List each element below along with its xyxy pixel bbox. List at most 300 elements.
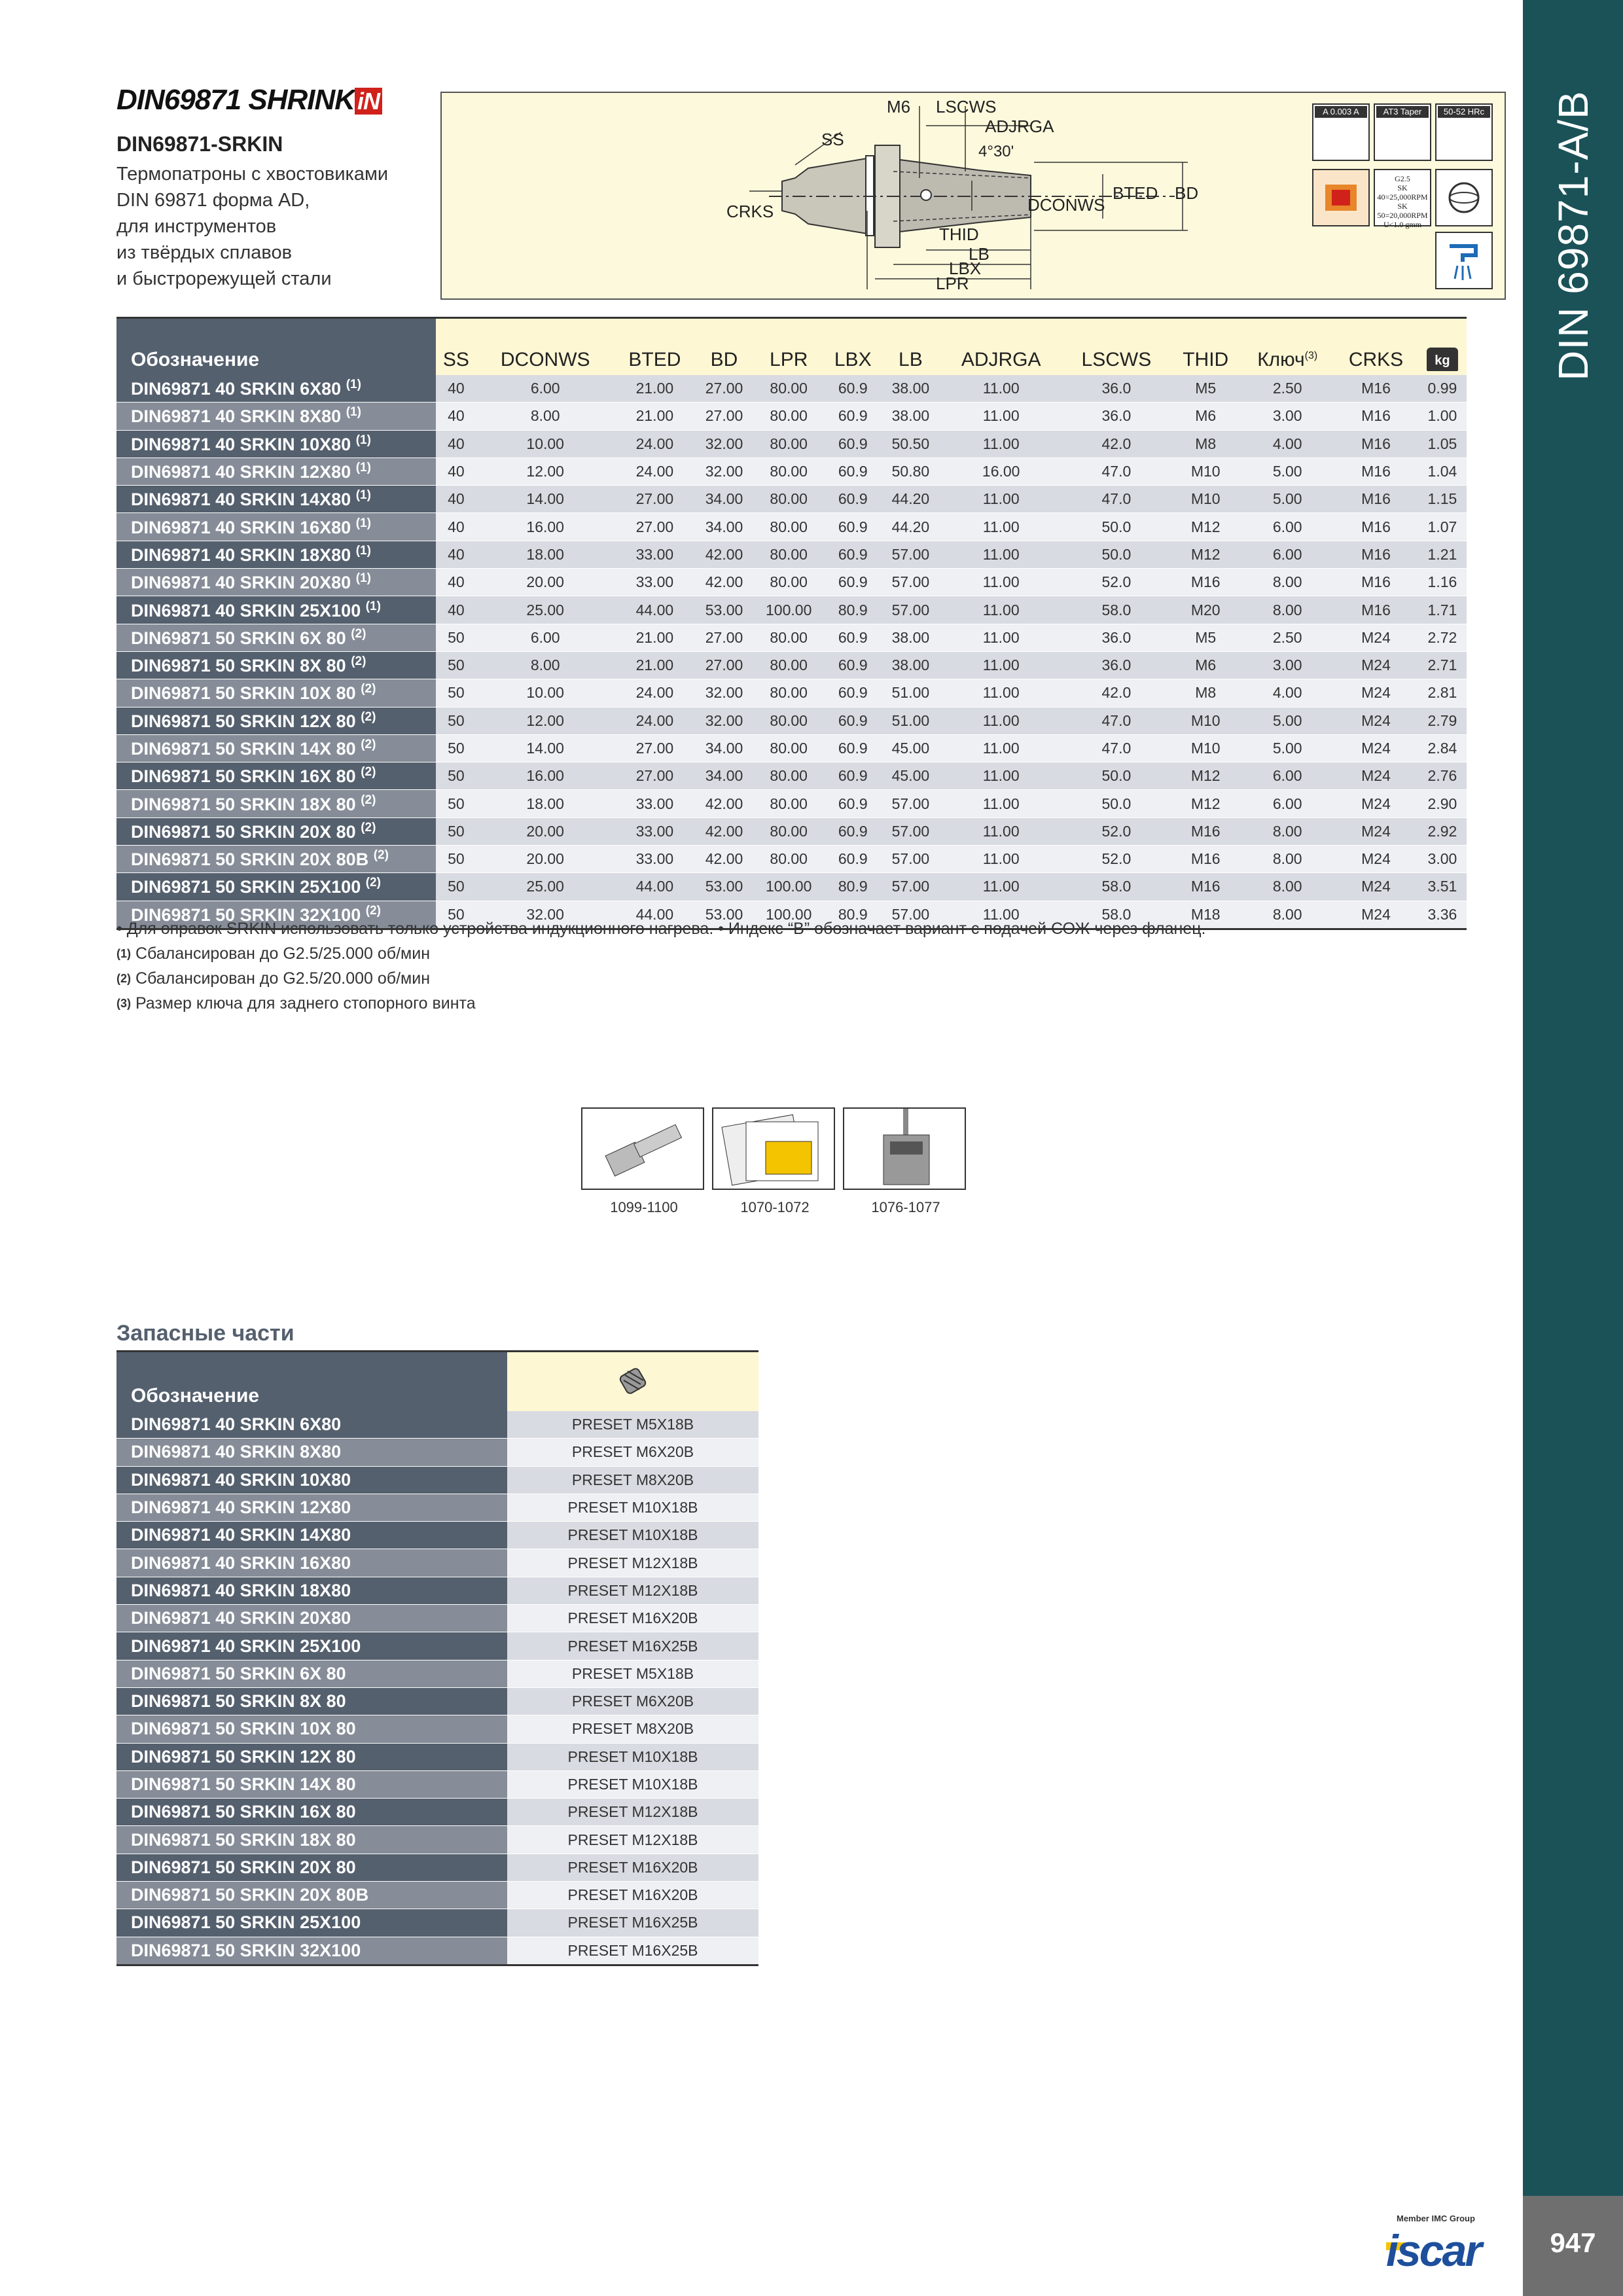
value-cell: M16 <box>1334 596 1418 624</box>
value-cell: 33.00 <box>615 790 695 817</box>
shrink-machine-icon <box>844 1109 965 1189</box>
spare-header-row <box>116 1352 758 1412</box>
value-cell: 12.00 <box>476 457 615 485</box>
table-row <box>116 596 1467 624</box>
value-cell: 27.00 <box>695 403 753 430</box>
value-cell: 60.9 <box>824 513 882 541</box>
value-cell: 6.00 <box>1241 513 1334 541</box>
spare-designation-cell: DIN69871 50 SRKIN 14X 80 <box>116 1770 507 1798</box>
value-cell: 18.00 <box>476 541 615 568</box>
value-cell: M10 <box>1170 707 1241 734</box>
value-cell: 80.00 <box>753 486 825 513</box>
value-cell: 8.00 <box>1241 901 1334 929</box>
value-cell: M16 <box>1334 430 1418 457</box>
value-cell: 42.00 <box>695 569 753 596</box>
value-cell: 11.00 <box>940 873 1063 901</box>
value-cell: 50 <box>436 651 476 679</box>
table-row <box>116 513 1467 541</box>
value-cell: 21.00 <box>615 651 695 679</box>
spare-row <box>116 1854 758 1881</box>
value-cell: M16 <box>1334 403 1418 430</box>
value-cell: 16.00 <box>940 457 1063 485</box>
value-cell: 40 <box>436 430 476 457</box>
value-cell: 57.00 <box>882 901 940 929</box>
value-cell: 60.9 <box>824 430 882 457</box>
value-cell: 11.00 <box>940 790 1063 817</box>
value-cell: 50 <box>436 624 476 651</box>
col-header-bd: BD <box>695 318 753 376</box>
value-cell: 18.00 <box>476 790 615 817</box>
value-cell: M16 <box>1334 569 1418 596</box>
value-cell: 34.00 <box>695 486 753 513</box>
value-cell: 11.00 <box>940 375 1063 403</box>
table-row <box>116 679 1467 707</box>
value-cell: 47.0 <box>1063 457 1171 485</box>
designation-cell: DIN69871 50 SRKIN 8X 80 $^{(2)}$ <box>116 651 436 679</box>
pull-stud-icon <box>582 1109 703 1189</box>
value-cell: 8.00 <box>1241 846 1334 873</box>
col-header-crks: CRKS <box>1334 318 1418 376</box>
designation-cell: DIN69871 50 SRKIN 18X 80 $^{(2)}$ <box>116 790 436 817</box>
value-cell: 11.00 <box>940 596 1063 624</box>
value-cell: 50.0 <box>1063 541 1171 568</box>
spare-designation-cell: DIN69871 40 SRKIN 10X80 <box>116 1466 507 1494</box>
value-cell: 60.9 <box>824 846 882 873</box>
spare-part-cell: PRESET M16X25B <box>507 1632 758 1660</box>
table-row <box>116 569 1467 596</box>
value-cell: M12 <box>1170 541 1241 568</box>
note-2: $^{(2)}$ Сбалансирован до G2.5/20.000 об/мин <box>116 969 431 988</box>
value-cell: 38.00 <box>882 375 940 403</box>
table-row <box>116 846 1467 873</box>
spare-row <box>116 1826 758 1854</box>
table-row <box>116 707 1467 734</box>
value-cell: M20 <box>1170 596 1241 624</box>
value-cell: 80.00 <box>753 679 825 707</box>
value-cell: M16 <box>1334 375 1418 403</box>
spare-part-cell: PRESET M10X18B <box>507 1743 758 1770</box>
value-cell: M5 <box>1170 624 1241 651</box>
table-row <box>116 651 1467 679</box>
spare-designation-cell: DIN69871 50 SRKIN 18X 80 <box>116 1826 507 1854</box>
logo-wordmark: iscar <box>1386 2226 1480 2276</box>
value-cell: 14.00 <box>476 734 615 762</box>
value-cell: 2.76 <box>1418 762 1467 790</box>
value-cell: 11.00 <box>940 679 1063 707</box>
spare-part-cell: PRESET M12X18B <box>507 1577 758 1604</box>
value-cell: 57.00 <box>882 569 940 596</box>
value-cell: 80.00 <box>753 790 825 817</box>
spare-row <box>116 1494 758 1521</box>
brand-highlight: iN <box>355 88 382 115</box>
col-header-weight <box>1418 318 1467 376</box>
spare-parts-table <box>116 1350 758 1966</box>
value-cell: 100.00 <box>753 873 825 901</box>
table-row <box>116 762 1467 790</box>
value-cell: 27.00 <box>695 624 753 651</box>
designation-cell: DIN69871 40 SRKIN 18X80 $^{(1)}$ <box>116 541 436 568</box>
value-cell: 6.00 <box>1241 790 1334 817</box>
table-row <box>116 403 1467 430</box>
value-cell: 50 <box>436 846 476 873</box>
ref-pull-stud[interactable] <box>581 1107 704 1215</box>
designation-cell: DIN69871 50 SRKIN 12X 80 $^{(2)}$ <box>116 707 436 734</box>
spare-row <box>116 1687 758 1715</box>
value-cell: 0.99 <box>1418 375 1467 403</box>
value-cell: M10 <box>1170 734 1241 762</box>
value-cell: 1.15 <box>1418 486 1467 513</box>
value-cell: 52.0 <box>1063 817 1171 845</box>
value-cell: 20.00 <box>476 817 615 845</box>
designation-cell: DIN69871 50 SRKIN 10X 80 $^{(2)}$ <box>116 679 436 707</box>
value-cell: 33.00 <box>615 817 695 845</box>
spare-row <box>116 1882 758 1909</box>
spare-part-cell: PRESET M6X20B <box>507 1687 758 1715</box>
col-header-dconws: DCONWS <box>476 318 615 376</box>
value-cell: 2.84 <box>1418 734 1467 762</box>
family-description: Термопатроны с хвостовиками DIN 69871 форма AD, для инструментов из твёрдых сплавов и быстрорежущей стали <box>116 164 389 289</box>
value-cell: 53.00 <box>695 901 753 929</box>
value-cell: 27.00 <box>615 486 695 513</box>
value-cell: 51.00 <box>882 679 940 707</box>
spare-designation-cell: DIN69871 40 SRKIN 8X80 <box>116 1439 507 1466</box>
value-cell: 5.00 <box>1241 707 1334 734</box>
value-cell: 25.00 <box>476 873 615 901</box>
spare-row <box>116 1937 758 1965</box>
spare-designation-cell: DIN69871 40 SRKIN 20X80 <box>116 1605 507 1632</box>
spare-parts-title: Запасные части <box>116 1321 294 1346</box>
value-cell: 10.00 <box>476 430 615 457</box>
value-cell: 53.00 <box>695 873 753 901</box>
value-cell: 12.00 <box>476 707 615 734</box>
value-cell: 60.9 <box>824 679 882 707</box>
ref-catalog[interactable] <box>712 1107 835 1215</box>
ref-machine[interactable] <box>843 1107 966 1215</box>
value-cell: 11.00 <box>940 817 1063 845</box>
value-cell: 8.00 <box>476 651 615 679</box>
value-cell: 80.9 <box>824 901 882 929</box>
value-cell: M24 <box>1334 707 1418 734</box>
value-cell: 80.00 <box>753 457 825 485</box>
value-cell: 3.00 <box>1241 403 1334 430</box>
value-cell: 40 <box>436 541 476 568</box>
table-row <box>116 873 1467 901</box>
value-cell: 1.71 <box>1418 596 1467 624</box>
value-cell: 50 <box>436 734 476 762</box>
value-cell: M24 <box>1334 873 1418 901</box>
value-cell: 38.00 <box>882 651 940 679</box>
value-cell: 42.00 <box>695 817 753 845</box>
value-cell: 6.00 <box>476 624 615 651</box>
value-cell: 3.51 <box>1418 873 1467 901</box>
spare-row <box>116 1770 758 1798</box>
value-cell: 47.0 <box>1063 734 1171 762</box>
spare-designation-cell: DIN69871 50 SRKIN 10X 80 <box>116 1715 507 1743</box>
value-cell: 2.79 <box>1418 707 1467 734</box>
value-cell: 33.00 <box>615 569 695 596</box>
value-cell: 80.00 <box>753 651 825 679</box>
spare-part-cell: PRESET M16X25B <box>507 1909 758 1937</box>
value-cell: 57.00 <box>882 596 940 624</box>
value-cell: M8 <box>1170 679 1241 707</box>
spare-designation-cell: DIN69871 50 SRKIN 16X 80 <box>116 1799 507 1826</box>
value-cell: 80.00 <box>753 762 825 790</box>
value-cell: M10 <box>1170 486 1241 513</box>
value-cell: 34.00 <box>695 762 753 790</box>
value-cell: 51.00 <box>882 707 940 734</box>
value-cell: 40 <box>436 375 476 403</box>
catalog-pages-icon <box>713 1109 834 1189</box>
col-header-key: Ключ$^{(3)}$ <box>1241 318 1334 376</box>
value-cell: 80.00 <box>753 569 825 596</box>
spare-designation-cell: DIN69871 50 SRKIN 25X100 <box>116 1909 507 1937</box>
value-cell: M16 <box>1334 457 1418 485</box>
value-cell: M18 <box>1170 901 1241 929</box>
spare-row <box>116 1605 758 1632</box>
col-header-ss: SS <box>436 318 476 376</box>
value-cell: M16 <box>1170 873 1241 901</box>
value-cell: 33.00 <box>615 541 695 568</box>
table-row <box>116 817 1467 845</box>
runout-icon: A 0.003 A <box>1312 103 1370 161</box>
value-cell: 25.00 <box>476 596 615 624</box>
value-cell: M6 <box>1170 403 1241 430</box>
value-cell: 8.00 <box>1241 596 1334 624</box>
value-cell: 11.00 <box>940 651 1063 679</box>
spare-designation-cell: DIN69871 40 SRKIN 16X80 <box>116 1549 507 1577</box>
spare-row <box>116 1577 758 1604</box>
value-cell: 1.16 <box>1418 569 1467 596</box>
value-cell: 50.50 <box>882 430 940 457</box>
value-cell: M24 <box>1334 817 1418 845</box>
value-cell: 44.00 <box>615 873 695 901</box>
value-cell: M10 <box>1170 457 1241 485</box>
value-cell: 14.00 <box>476 486 615 513</box>
value-cell: 80.00 <box>753 707 825 734</box>
value-cell: 57.00 <box>882 790 940 817</box>
spare-row <box>116 1411 758 1439</box>
dim-bted: BTED <box>1113 183 1158 203</box>
spare-part-cell: PRESET M5X18B <box>507 1660 758 1687</box>
value-cell: 2.81 <box>1418 679 1467 707</box>
value-cell: M12 <box>1170 790 1241 817</box>
value-cell: 32.00 <box>695 430 753 457</box>
value-cell: M16 <box>1170 817 1241 845</box>
value-cell: 58.0 <box>1063 596 1171 624</box>
table-row <box>116 624 1467 651</box>
value-cell: M5 <box>1170 375 1241 403</box>
value-cell: 60.9 <box>824 569 882 596</box>
spare-part-cell: PRESET M5X18B <box>507 1411 758 1439</box>
value-cell: 50 <box>436 901 476 929</box>
spare-row <box>116 1743 758 1770</box>
value-cell: 2.72 <box>1418 624 1467 651</box>
spare-part-cell: PRESET M6X20B <box>507 1439 758 1466</box>
value-cell: 20.00 <box>476 846 615 873</box>
page-number-box <box>1523 2196 1623 2296</box>
spare-part-cell: PRESET M12X18B <box>507 1799 758 1826</box>
value-cell: 11.00 <box>940 707 1063 734</box>
spare-designation-cell: DIN69871 50 SRKIN 6X 80 <box>116 1660 507 1687</box>
value-cell: 80.00 <box>753 430 825 457</box>
spare-part-cell: PRESET M10X18B <box>507 1494 758 1521</box>
value-cell: 5.00 <box>1241 734 1334 762</box>
designation-cell: DIN69871 40 SRKIN 6X80 $^{(1)}$ <box>116 375 436 403</box>
value-cell: M12 <box>1170 513 1241 541</box>
dim-lbx: LBX <box>949 259 982 278</box>
value-cell: 60.9 <box>824 541 882 568</box>
value-cell: 42.00 <box>695 790 753 817</box>
value-cell: 60.9 <box>824 457 882 485</box>
designation-cell: DIN69871 50 SRKIN 16X 80 $^{(2)}$ <box>116 762 436 790</box>
value-cell: M8 <box>1170 430 1241 457</box>
spare-part-cell: PRESET M8X20B <box>507 1466 758 1494</box>
section-title-vertical: DIN 69871-A/B <box>1550 90 1597 381</box>
value-cell: 47.0 <box>1063 707 1171 734</box>
family-title: DIN69871-SRKIN <box>116 132 283 156</box>
table-row <box>116 541 1467 568</box>
spare-row <box>116 1632 758 1660</box>
value-cell: 60.9 <box>824 624 882 651</box>
value-cell: 100.00 <box>753 901 825 929</box>
value-cell: 5.00 <box>1241 457 1334 485</box>
value-cell: 1.04 <box>1418 457 1467 485</box>
member-label: Member IMC Group <box>1397 2214 1475 2223</box>
value-cell: 80.00 <box>753 403 825 430</box>
value-cell: 50.80 <box>882 457 940 485</box>
brand-title: DIN69871 SHRINK iN <box>116 84 382 117</box>
col-header-lscws: LSCWS <box>1063 318 1171 376</box>
value-cell: 11.00 <box>940 624 1063 651</box>
value-cell: 60.9 <box>824 734 882 762</box>
value-cell: M24 <box>1334 624 1418 651</box>
designation-cell: DIN69871 40 SRKIN 16X80 $^{(1)}$ <box>116 513 436 541</box>
dim-bd: BD <box>1175 183 1199 203</box>
value-cell: 60.9 <box>824 486 882 513</box>
value-cell: 60.9 <box>824 817 882 845</box>
value-cell: 80.00 <box>753 846 825 873</box>
col-header-lb: LB <box>882 318 940 376</box>
spare-part-cell: PRESET M16X20B <box>507 1854 758 1881</box>
value-cell: 44.00 <box>615 596 695 624</box>
spare-designation-cell: DIN69871 40 SRKIN 12X80 <box>116 1494 507 1521</box>
value-cell: 27.00 <box>695 651 753 679</box>
col-header-lbx: LBX <box>824 318 882 376</box>
value-cell: 11.00 <box>940 430 1063 457</box>
value-cell: 32.00 <box>695 707 753 734</box>
value-cell: 45.00 <box>882 762 940 790</box>
value-cell: 1.21 <box>1418 541 1467 568</box>
balance-globe-icon <box>1435 169 1493 226</box>
heating-icon <box>1312 169 1370 226</box>
balance-icon: G2.5 SK 40=25,000RPM SK 50=20,000RPM U<1.0 gmm <box>1374 169 1431 226</box>
value-cell: 80.9 <box>824 873 882 901</box>
value-cell: 42.00 <box>695 541 753 568</box>
value-cell: 11.00 <box>940 403 1063 430</box>
spare-row <box>116 1799 758 1826</box>
col-header-thid: THID <box>1170 318 1241 376</box>
value-cell: 50 <box>436 873 476 901</box>
table-row <box>116 790 1467 817</box>
spare-part-cell: PRESET M16X20B <box>507 1605 758 1632</box>
value-cell: 50 <box>436 817 476 845</box>
value-cell: 8.00 <box>476 403 615 430</box>
spare-part-cell: PRESET M10X18B <box>507 1522 758 1549</box>
value-cell: 40 <box>436 486 476 513</box>
value-cell: 57.00 <box>882 541 940 568</box>
value-cell: 6.00 <box>476 375 615 403</box>
ref-label: 1070-1072 <box>740 1199 810 1215</box>
value-cell: 38.00 <box>882 403 940 430</box>
spare-col-designation: Обозначение <box>116 1352 507 1412</box>
dim-crks: CRKS <box>726 202 774 221</box>
designation-cell: DIN69871 40 SRKIN 8X80 $^{(1)}$ <box>116 403 436 430</box>
value-cell: 11.00 <box>940 901 1063 929</box>
value-cell: M16 <box>1170 846 1241 873</box>
spare-designation-cell: DIN69871 40 SRKIN 25X100 <box>116 1632 507 1660</box>
spare-designation-cell: DIN69871 50 SRKIN 8X 80 <box>116 1687 507 1715</box>
value-cell: M24 <box>1334 790 1418 817</box>
note-1: $^{(1)}$ Сбалансирован до G2.5/25.000 об/мин <box>116 944 431 963</box>
value-cell: 8.00 <box>1241 873 1334 901</box>
value-cell: 47.0 <box>1063 486 1171 513</box>
designation-cell: DIN69871 40 SRKIN 14X80 $^{(1)}$ <box>116 486 436 513</box>
value-cell: 52.0 <box>1063 569 1171 596</box>
spare-part-cell: PRESET M12X18B <box>507 1549 758 1577</box>
value-cell: 11.00 <box>940 734 1063 762</box>
spare-row <box>116 1715 758 1743</box>
value-cell: 50.0 <box>1063 513 1171 541</box>
value-cell: 57.00 <box>882 817 940 845</box>
value-cell: 40 <box>436 457 476 485</box>
value-cell: M16 <box>1334 541 1418 568</box>
page-number: 947 <box>1550 2227 1596 2258</box>
spare-part-cell: PRESET M16X25B <box>507 1937 758 1965</box>
dim-ss: SS <box>821 130 844 149</box>
value-cell: 24.00 <box>615 457 695 485</box>
spare-row <box>116 1522 758 1549</box>
coolant-icon <box>1435 232 1493 289</box>
value-cell: 24.00 <box>615 430 695 457</box>
value-cell: 80.9 <box>824 596 882 624</box>
value-cell: 44.20 <box>882 486 940 513</box>
spare-designation-cell: DIN69871 40 SRKIN 14X80 <box>116 1522 507 1549</box>
value-cell: 50 <box>436 762 476 790</box>
value-cell: 60.9 <box>824 651 882 679</box>
value-cell: 8.00 <box>1241 817 1334 845</box>
value-cell: 11.00 <box>940 762 1063 790</box>
value-cell: 44.00 <box>615 901 695 929</box>
value-cell: 80.00 <box>753 375 825 403</box>
value-cell: 21.00 <box>615 403 695 430</box>
spare-row <box>116 1909 758 1937</box>
value-cell: 16.00 <box>476 513 615 541</box>
value-cell: 40 <box>436 596 476 624</box>
value-cell: 34.00 <box>695 513 753 541</box>
value-cell: 36.0 <box>1063 375 1171 403</box>
dim-m6: M6 <box>887 97 911 117</box>
value-cell: 42.00 <box>695 846 753 873</box>
designation-cell: DIN69871 50 SRKIN 32X100 $^{(2)}$ <box>116 901 436 929</box>
value-cell: 2.50 <box>1241 375 1334 403</box>
value-cell: M6 <box>1170 651 1241 679</box>
hardness-icon: 50-52 HRc <box>1435 103 1493 161</box>
value-cell: 10.00 <box>476 679 615 707</box>
value-cell: 27.00 <box>615 513 695 541</box>
table-row <box>116 486 1467 513</box>
dim-adjrga: ADJRGA <box>985 117 1054 136</box>
value-cell: 45.00 <box>882 734 940 762</box>
